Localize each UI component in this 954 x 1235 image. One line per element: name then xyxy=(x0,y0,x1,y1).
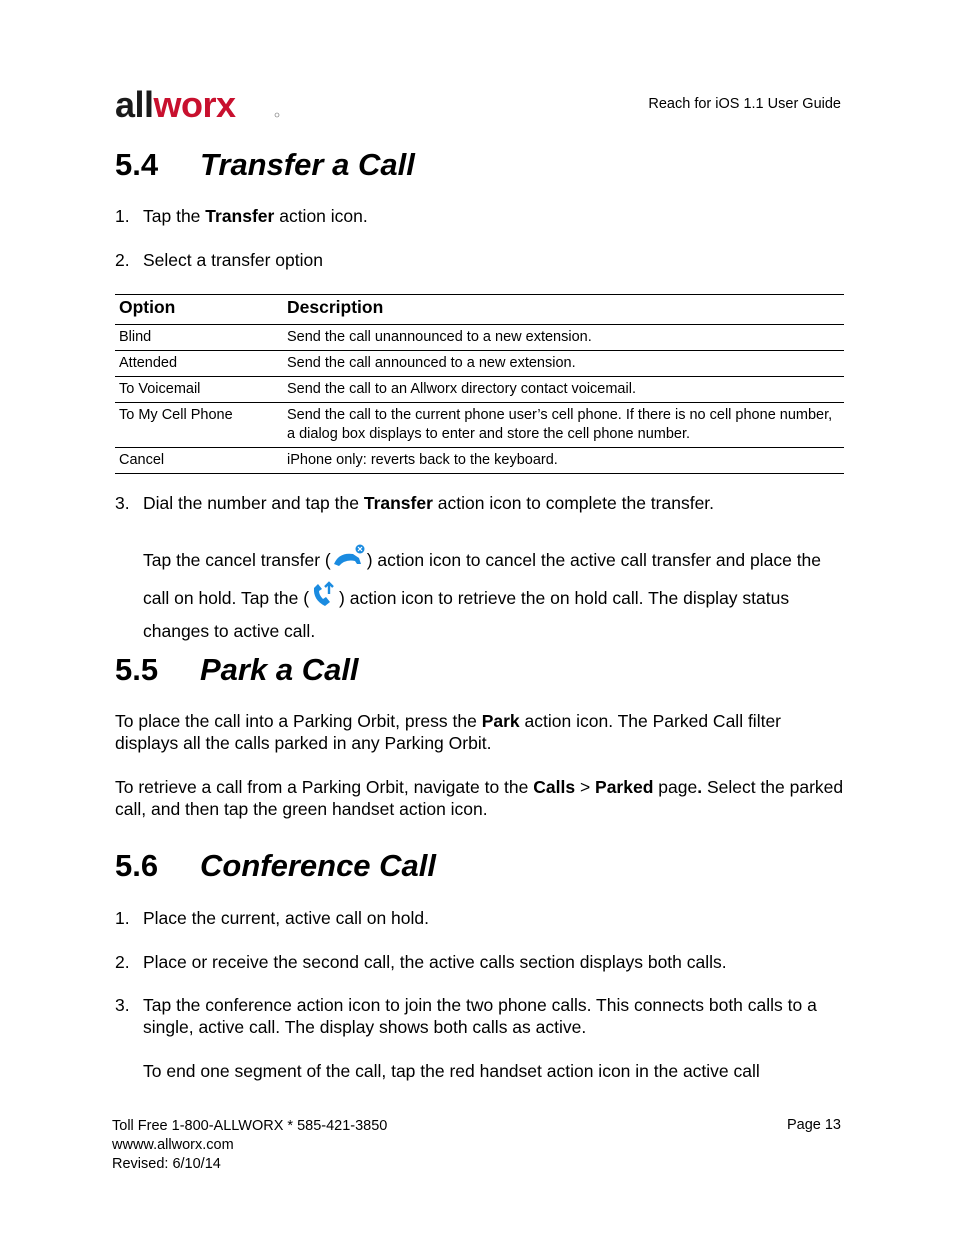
list-item: 3. Tap the conference action icon to join the two phone calls. This connects both calls to a single, active call. The display shows both calls as active. xyxy=(115,995,817,1037)
table-row xyxy=(115,351,844,377)
description-cell: Send the call announced to a new extension. xyxy=(283,351,844,377)
retrieve-call-icon xyxy=(309,580,339,618)
description-cell: Send the call unannounced to a new extension. xyxy=(283,325,844,351)
footer-phone: Toll Free 1-800-ALLWORX * 585-421-3850 xyxy=(112,1118,388,1134)
table-row xyxy=(115,377,844,403)
transfer-options-table xyxy=(115,294,844,474)
footer-revised: Revised: 6/10/14 xyxy=(112,1156,221,1172)
table-row xyxy=(115,325,844,351)
list-item: 3. Dial the number and tap the Transfer action icon to complete the transfer. xyxy=(115,493,715,513)
footer-contact xyxy=(112,1117,387,1174)
list-item: 2. Place or receive the second call, the active calls section displays both calls. xyxy=(115,952,727,972)
list-item: 2. Select a transfer option xyxy=(115,250,323,270)
option-cell: To Voicemail xyxy=(115,377,283,403)
svg-text:allworx: allworx xyxy=(115,85,236,125)
park-paragraph-2: To retrieve a call from a Parking Orbit, navigate to the Calls > Parked page. Select the parked call, and then tap the green handset action icon. xyxy=(115,777,844,819)
option-cell: Cancel xyxy=(115,448,283,474)
option-cell: Blind xyxy=(115,325,283,351)
list-item: 1. Tap the Transfer action icon. xyxy=(115,206,368,226)
option-cell: Attended xyxy=(115,351,283,377)
section-heading-park: 5.5 Park a Call xyxy=(115,652,359,687)
option-cell: To My Cell Phone xyxy=(115,403,283,448)
cancel-transfer-icon xyxy=(331,544,367,580)
description-cell: Send the call to an Allworx directory contact voicemail. xyxy=(283,377,844,403)
table-header-row xyxy=(115,295,844,325)
allworx-logo xyxy=(115,85,285,125)
description-cell: iPhone only: reverts back to the keyboard. xyxy=(283,448,844,474)
table-row xyxy=(115,448,844,474)
footer-website: wwww.allworx.com xyxy=(112,1137,234,1153)
section-heading-conference: 5.6 Conference Call xyxy=(115,848,437,883)
conference-note: To end one segment of the call, tap the red handset action icon in the active call xyxy=(143,1061,760,1081)
guide-title: Reach for iOS 1.1 User Guide xyxy=(648,96,841,112)
description-cell: Send the call to the current phone user’s cell phone. If there is no cell phone number, a dialog box displays to enter and store the cell phone number. xyxy=(283,403,844,448)
column-header: Description xyxy=(283,295,844,325)
section-heading-transfer: 5.4 Transfer a Call xyxy=(115,147,415,182)
transfer-note: Tap the cancel transfer ( ) action icon to cancel the active call transfer and place the call on hold. Tap the ( ) action icon to retrieve the on hold call. The display status changes to active call. xyxy=(143,544,845,645)
table-row xyxy=(115,403,844,448)
page-number: Page 13 xyxy=(786,1117,841,1133)
column-header: Option xyxy=(115,295,283,325)
park-paragraph-1: To place the call into a Parking Orbit, press the Park action icon. The Parked Call filter displays all the calls parked in any Parking Orbit. xyxy=(115,711,782,753)
list-item: 1. Place the current, active call on hold. xyxy=(115,908,429,928)
